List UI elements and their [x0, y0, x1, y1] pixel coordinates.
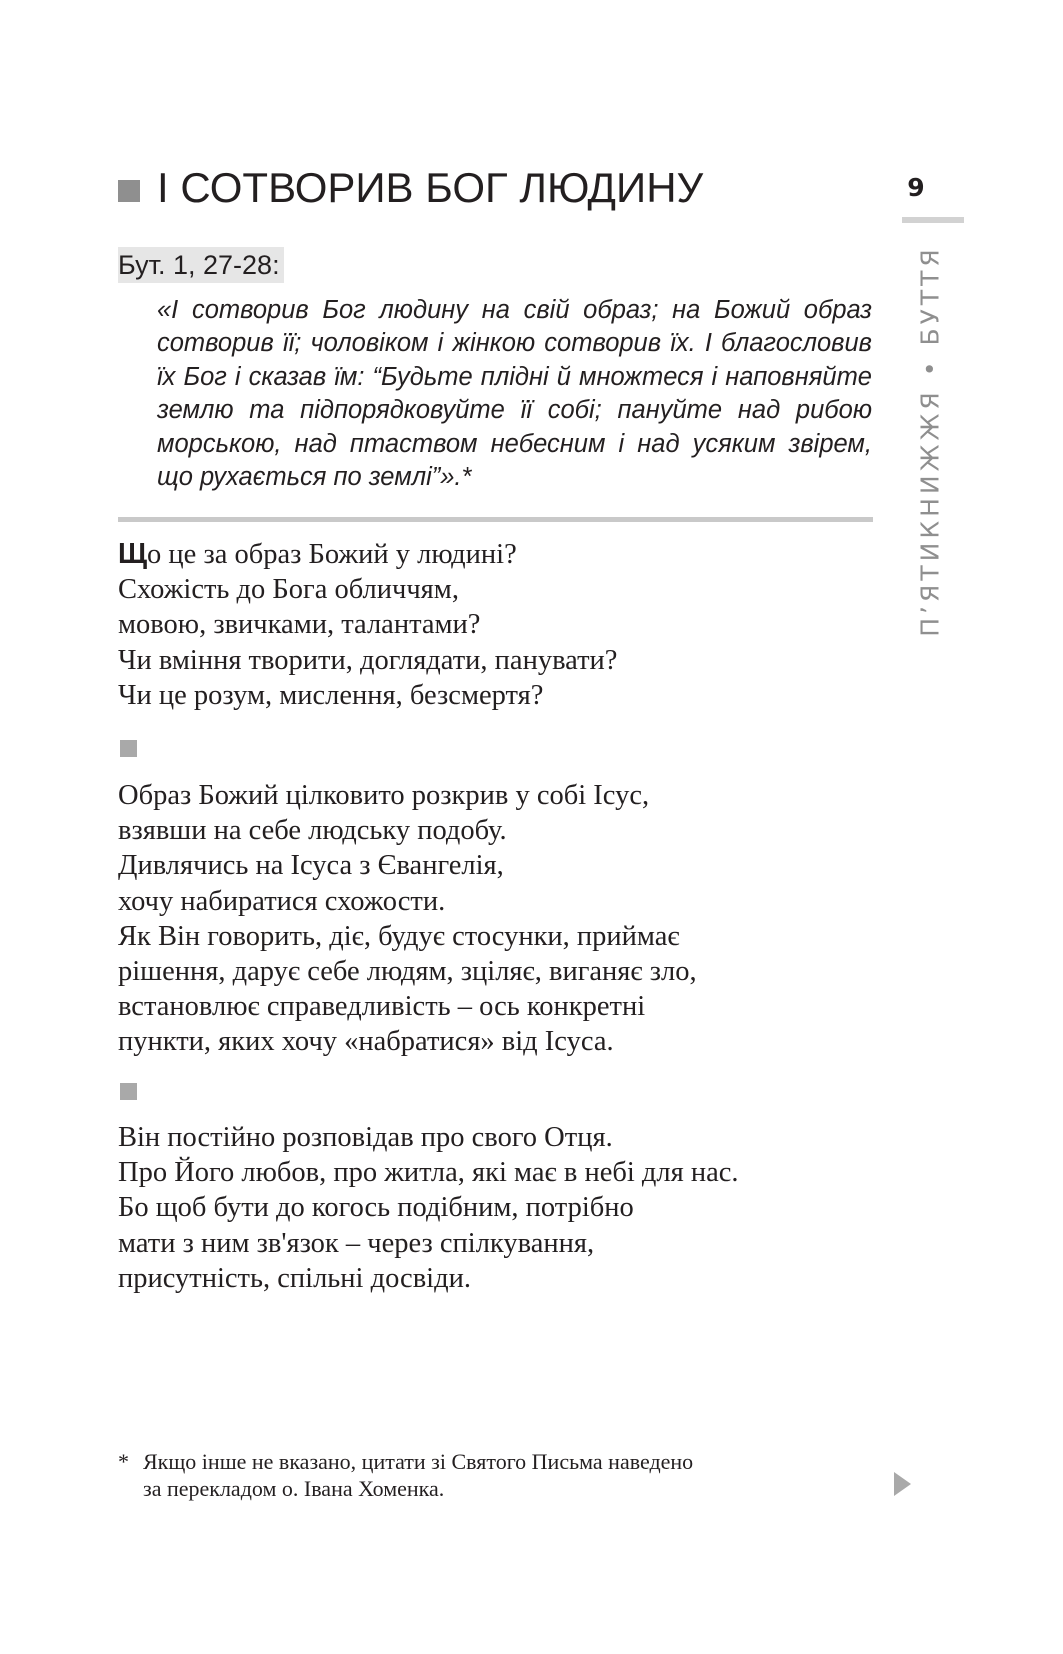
reflection-paragraph-3 [118, 1120, 739, 1296]
initial-letter: Щ [118, 538, 148, 570]
text-line: взявши на себе людську подобу. [118, 815, 507, 847]
scripture-quote [157, 294, 872, 494]
page-number: 9 [907, 173, 925, 202]
text-line: пункти, яких хочу «набратися» від Ісуса. [118, 1026, 614, 1058]
text-line: Чи вміння творити, доглядати, панувати? [118, 644, 618, 676]
text-line: Він постійно розповідав про свого Отця. [118, 1122, 613, 1153]
text-line: Дивлячись на Ісуса з Євангелія, [118, 850, 504, 882]
quote-line: землю та підпорядковуйте її собі; пануйте над рибою [157, 396, 872, 425]
quote-line: що рухається по землі”».* [157, 463, 472, 492]
scripture-reference: Бут. 1, 27-28: [118, 247, 284, 283]
title-square-icon [118, 180, 140, 202]
footnote-line: за перекладом о. Івана Хоменка. [143, 1476, 445, 1501]
quote-line: їх Бог і сказав їм: “Будьте плідні й множтеся і наповняйте [157, 362, 872, 391]
text-line: хочу набиратися схожости. [118, 885, 446, 917]
quote-divider [118, 517, 873, 522]
text-line: мати з ним зв'язок – через спілкування, [118, 1227, 595, 1259]
square-bullet-icon [120, 740, 137, 757]
triangle-right-icon [894, 1472, 911, 1496]
square-bullet-icon [120, 1083, 137, 1100]
text-line: мовою, звичками, талантами? [118, 609, 481, 641]
text-line: Образ Божий цілковито розкрив у собі Ісус, [118, 780, 650, 811]
page-title: І СОТВОРИВ БОГ ЛЮДИНУ [157, 164, 704, 211]
footnote [118, 1448, 693, 1502]
text-line: Як Він говорить, діє, будує стосунки, приймає [118, 920, 680, 952]
text-line: присутність, спільні досвіди. [118, 1262, 471, 1294]
reflection-paragraph-1 [118, 537, 617, 713]
reflection-paragraph-2 [118, 778, 697, 1060]
quote-line: морською, над птаством небесним і над усяким звірем, [157, 429, 872, 458]
text-line: Чи це розум, мислення, безсмертя? [118, 679, 544, 711]
text-line [118, 537, 617, 572]
text-line: Схожість до Бога обличчям, [118, 574, 459, 606]
first-line-text: о це за образ Божий у людині? [147, 539, 517, 570]
text-line: встановлює справедливість – ось конкретні [118, 991, 646, 1023]
footnote-marker: * [118, 1449, 129, 1474]
footnote-line: Якщо інше не вказано, цитати зі Святого Письма наведено [143, 1449, 694, 1474]
text-line: Про Його любов, про житла, які має в небі для нас. [118, 1157, 739, 1189]
quote-line: сотворив її; чоловіком і жінкою сотворив їх. І благословив [157, 329, 872, 358]
text-line: Бо щоб бути до когось подібним, потрібно [118, 1192, 634, 1224]
book-section-label: П’ЯТИКНИЖЖЯ • БУТТЯ [915, 245, 945, 637]
text-line: рішення, дарує себе людям, зціляє, виганяє зло, [118, 956, 697, 988]
page-number-rule [902, 217, 964, 223]
quote-line: «І сотворив Бог людину на свій образ; на Божий образ [157, 296, 872, 324]
